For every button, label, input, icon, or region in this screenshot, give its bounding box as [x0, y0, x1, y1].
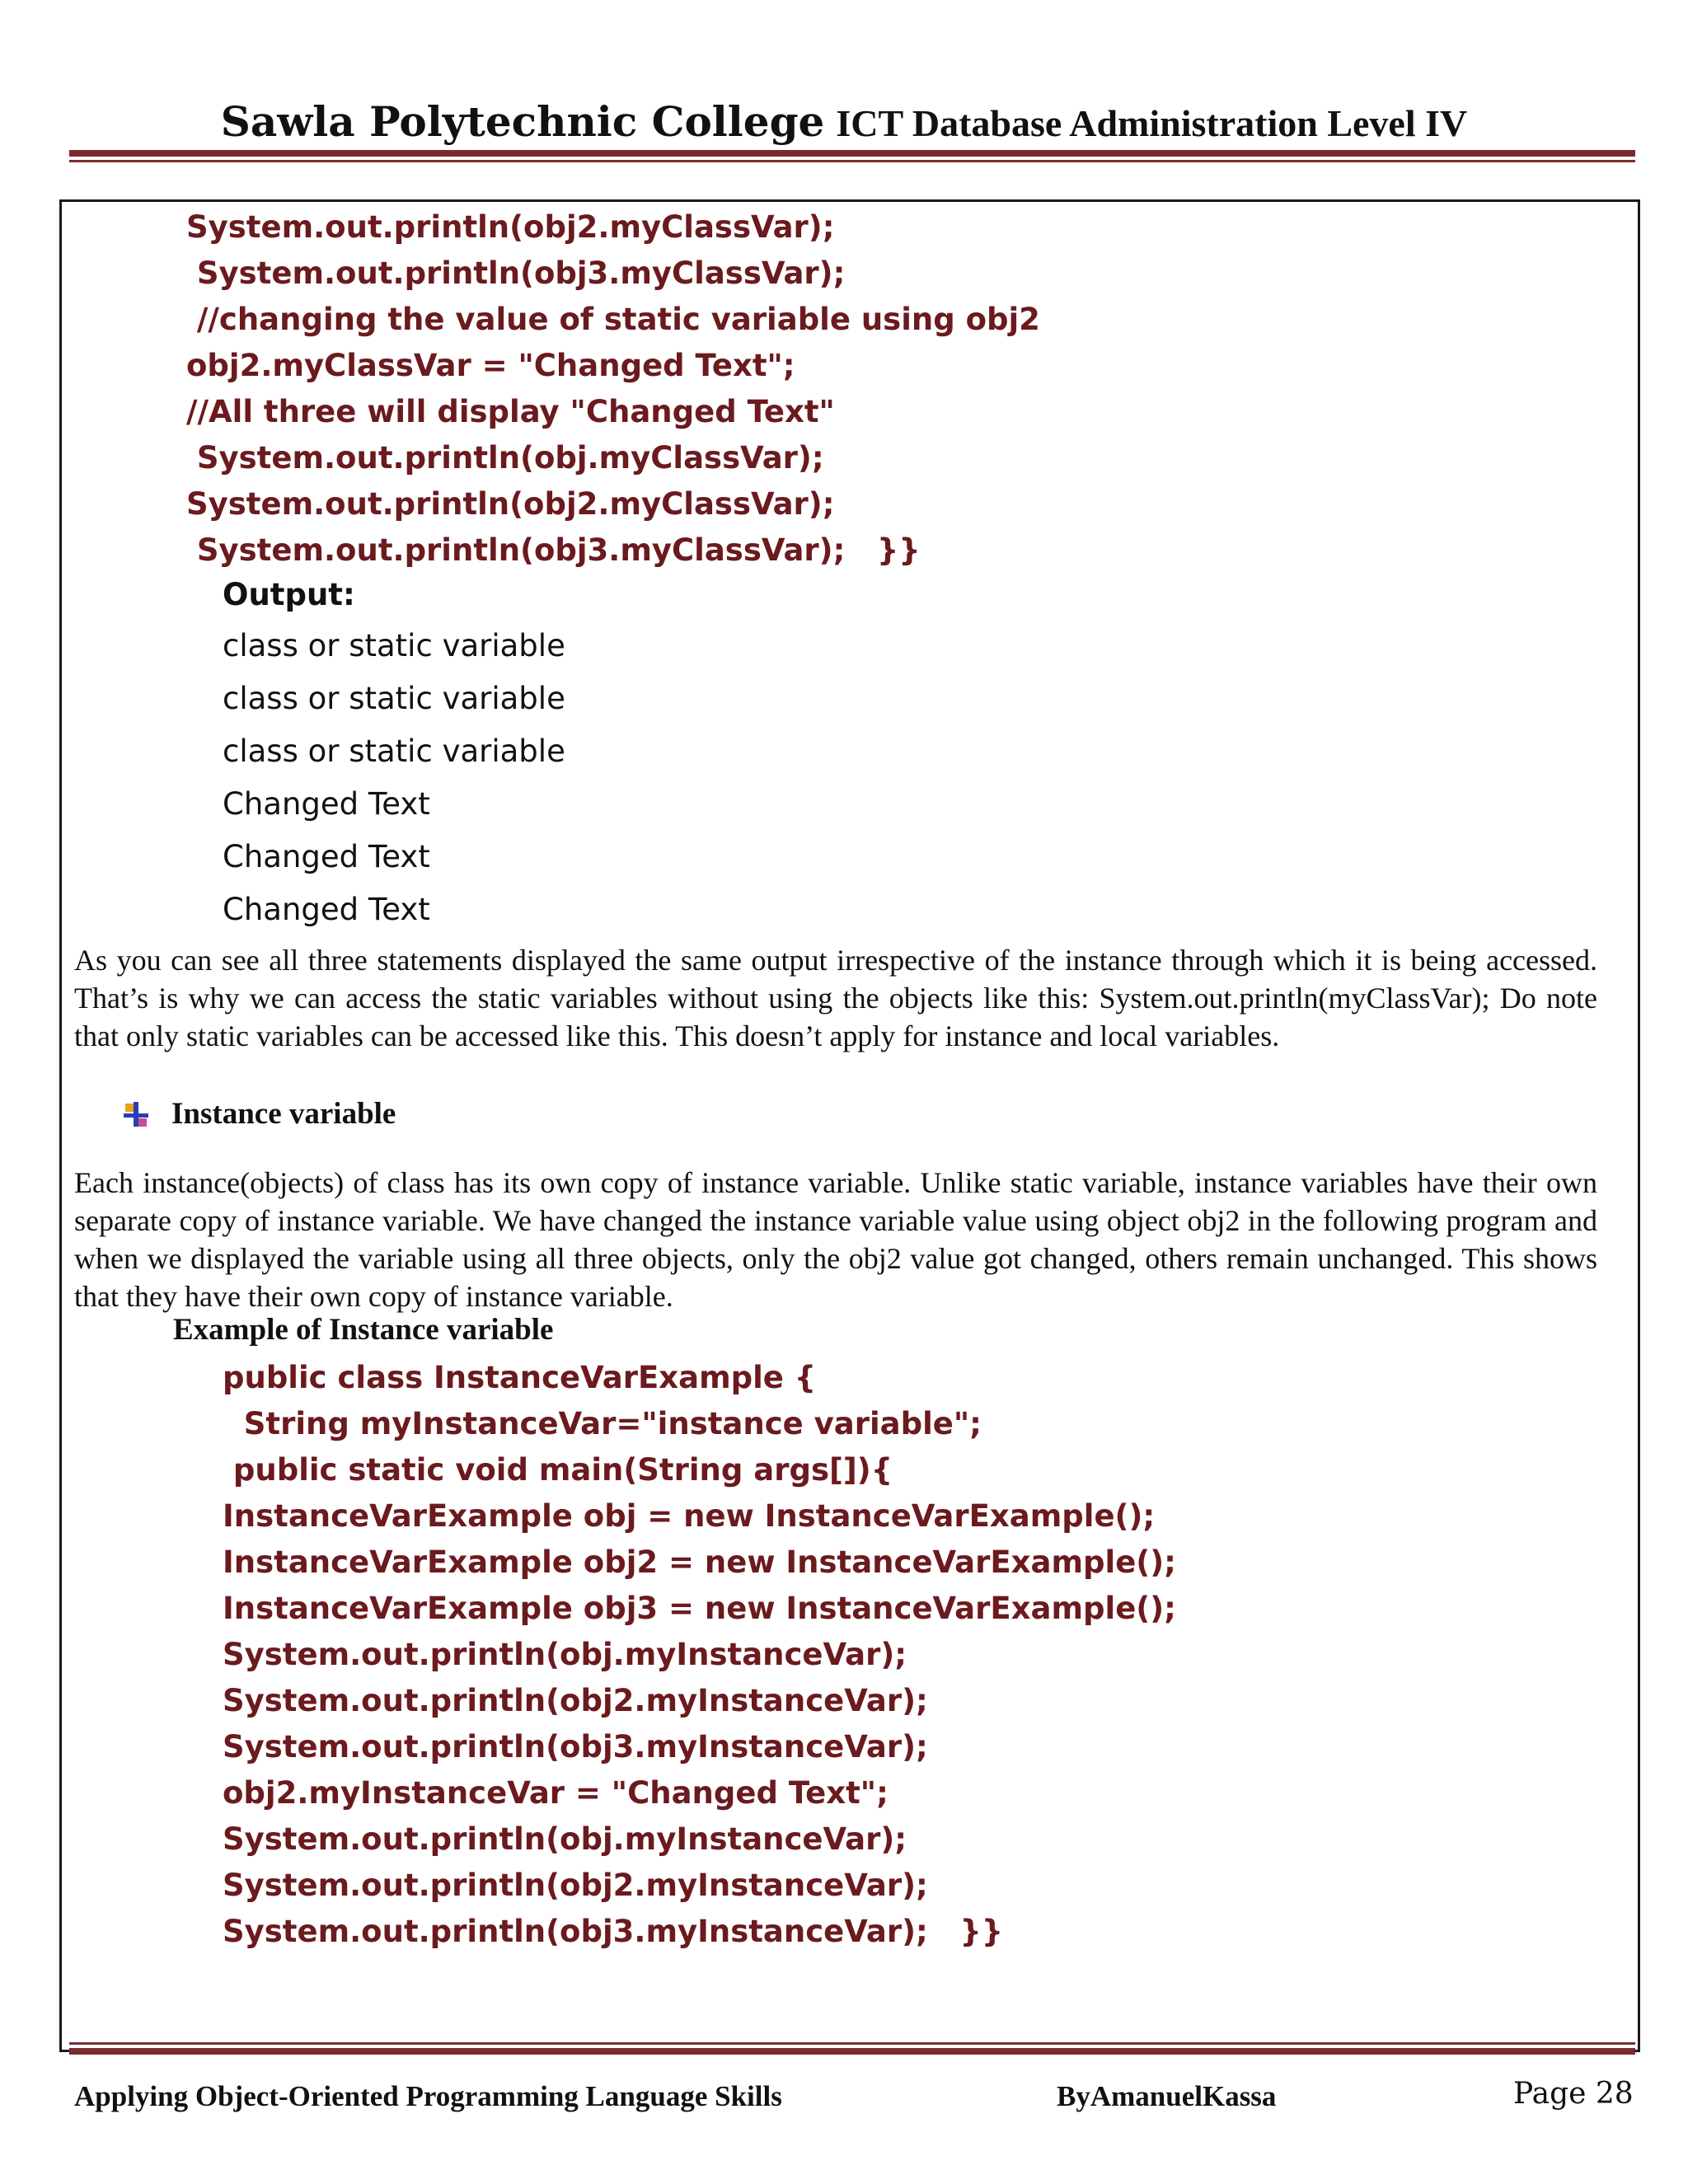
bullet-heading: [124, 1096, 396, 1132]
code-line: public static void main(String args[]){: [223, 1452, 893, 1488]
code-line: //All three will display "Changed Text": [186, 394, 835, 429]
code-line: System.out.println(obj.myInstanceVar);: [223, 1821, 907, 1857]
code-line: InstanceVarExample obj3 = new InstanceVarExample();: [223, 1591, 1176, 1626]
code-line: System.out.println(obj2.myInstanceVar);: [223, 1868, 928, 1903]
footer-rule-thin: [69, 2042, 1635, 2045]
code-line: //changing the value of static variable using obj2: [186, 302, 1040, 337]
code-line: InstanceVarExample obj = new InstanceVarExample();: [223, 1498, 1156, 1534]
output-label: Output:: [223, 577, 355, 612]
bullet-cross-icon: [124, 1102, 148, 1127]
code-line: System.out.println(obj.myClassVar);: [186, 440, 824, 476]
footer-author: ByAmanuelKassa: [1057, 2080, 1277, 2112]
bullet-label: Instance variable: [171, 1097, 396, 1131]
code-line: String myInstanceVar="instance variable";: [223, 1406, 982, 1441]
code-line: System.out.println(obj3.myInstanceVar); }}: [223, 1914, 1004, 1949]
college-name: Sawla Polytechnic College: [220, 97, 825, 146]
code-line: System.out.println(obj3.myClassVar); }}: [186, 532, 921, 568]
code-line: obj2.myClassVar = "Changed Text";: [186, 348, 795, 383]
paragraph-instance-explanation: Each instance(objects) of class has its own copy of instance variable. Unlike static variable, instance variables have their own separate copy of instance variable. We have changed the instance variable value using object obj2 in the following program and when we displayed the variable using all three objects, only the obj2 value got changed, others remain unchanged. This shows that they have their own copy of instance variable.: [74, 1166, 1597, 1313]
code-line: System.out.println(obj2.myInstanceVar);: [223, 1683, 928, 1718]
output-line: class or static variable: [223, 628, 565, 663]
code-line: System.out.println(obj3.myClassVar);: [186, 255, 846, 291]
output-line: Changed Text: [223, 839, 430, 874]
code-line: System.out.println(obj3.myInstanceVar);: [223, 1729, 928, 1765]
code-line: System.out.println(obj.myInstanceVar);: [223, 1637, 907, 1672]
code-line: InstanceVarExample obj2 = new InstanceVarExample();: [223, 1544, 1176, 1580]
footer-title: Applying Object-Oriented Programming Language Skills: [74, 2080, 782, 2112]
course-title: ICT Database Administration Level IV: [836, 102, 1468, 144]
output-line: class or static variable: [223, 681, 565, 716]
header-rule-thin: [69, 160, 1635, 162]
output-line: Changed Text: [223, 892, 430, 927]
code-line: System.out.println(obj2.myClassVar);: [186, 209, 835, 245]
output-line: Changed Text: [223, 786, 430, 822]
footer-rule-thick: [69, 2048, 1635, 2055]
paragraph-static-explanation: As you can see all three statements displayed the same output irrespective of the instance through which it is being accessed. That’s is why we can access the static variables without using the objects like this: System.out.println(myClassVar); Do note that only static variables can be accessed like this. This doesn’t apply for instance and local variables.: [74, 944, 1597, 1052]
example-heading: Example of Instance variable: [173, 1313, 554, 1347]
code-line: public class InstanceVarExample {: [223, 1360, 817, 1395]
page-header: [0, 97, 1688, 146]
code-line: obj2.myInstanceVar = "Changed Text";: [223, 1775, 889, 1811]
code-line: System.out.println(obj2.myClassVar);: [186, 486, 835, 522]
page-number: Page 28: [1513, 2077, 1634, 2111]
header-rule-thick: [69, 150, 1635, 157]
output-line: class or static variable: [223, 733, 565, 769]
